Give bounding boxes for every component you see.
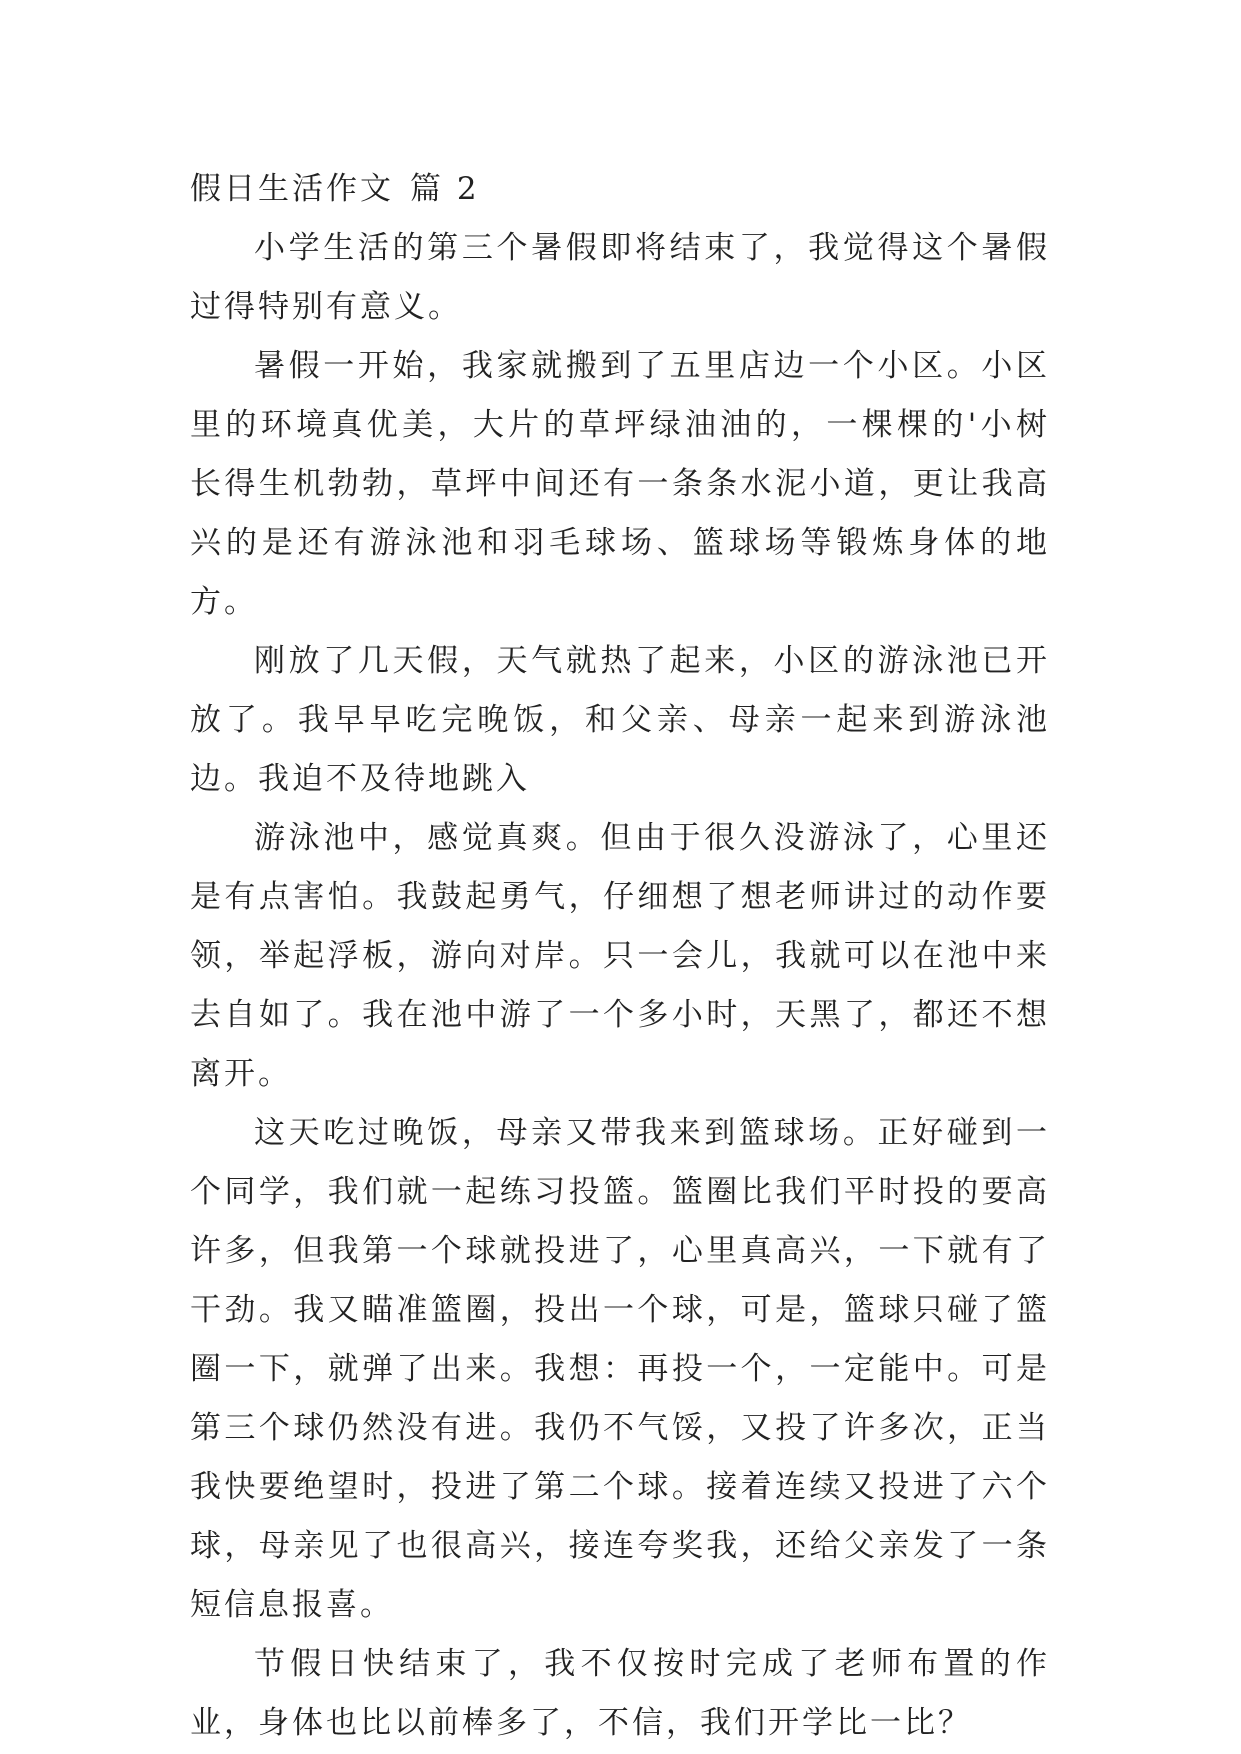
document-title xyxy=(190,160,1050,219)
title-text: 假日生活作文 xyxy=(190,171,394,207)
paragraph: 这天吃过晚饭，母亲又带我来到篮球场。正好碰到一个同学，我们就一起练习投篮。篮圈比我们平时投的要高许多，但我第一个球就投进了，心里真高兴，一下就有了干劲。我又瞄准篮圈，投出一个球，可是，篮球只碰了篮圈一下，就弹了出来。我想：再投一个，一定能中。可是第三个球仍然没有进。我仍不气馁，又投了许多次，正当我快要绝望时，投进了第二个球。接着连续又投进了六个球，母亲见了也很高兴，接连夸奖我，还给父亲发了一条短信息报喜。 xyxy=(190,1115,1050,1623)
paragraph: 小学生活的第三个暑假即将结束了，我觉得这个暑假过得特别有意义。 xyxy=(190,230,1050,325)
document-body xyxy=(190,160,1050,1753)
paragraph: 节假日快结束了，我不仅按时完成了老师布置的作业，身体也比以前棒多了，不信，我们开学比一比？ xyxy=(190,1646,1050,1741)
paragraph: 暑假一开始，我家就搬到了五里店边一个小区。小区里的环境真优美，大片的草坪绿油油的，一棵棵的'小树长得生机勃勃，草坪中间还有一条条水泥小道，更让我高兴的是还有游泳池和羽毛球场、篮球场等锻炼身体的地方。 xyxy=(190,348,1050,620)
title-section-number: 篇 2 xyxy=(410,171,480,207)
paragraph: 游泳池中，感觉真爽。但由于很久没游泳了，心里还是有点害怕。我鼓起勇气，仔细想了想老师讲过的动作要领，举起浮板，游向对岸。只一会儿，我就可以在池中来去自如了。我在池中游了一个多小时，天黑了，都还不想离开。 xyxy=(190,820,1050,1092)
paragraph: 刚放了几天假，天气就热了起来，小区的游泳池已开放了。我早早吃完晚饭，和父亲、母亲一起来到游泳池边。我迫不及待地跳入 xyxy=(190,643,1050,797)
